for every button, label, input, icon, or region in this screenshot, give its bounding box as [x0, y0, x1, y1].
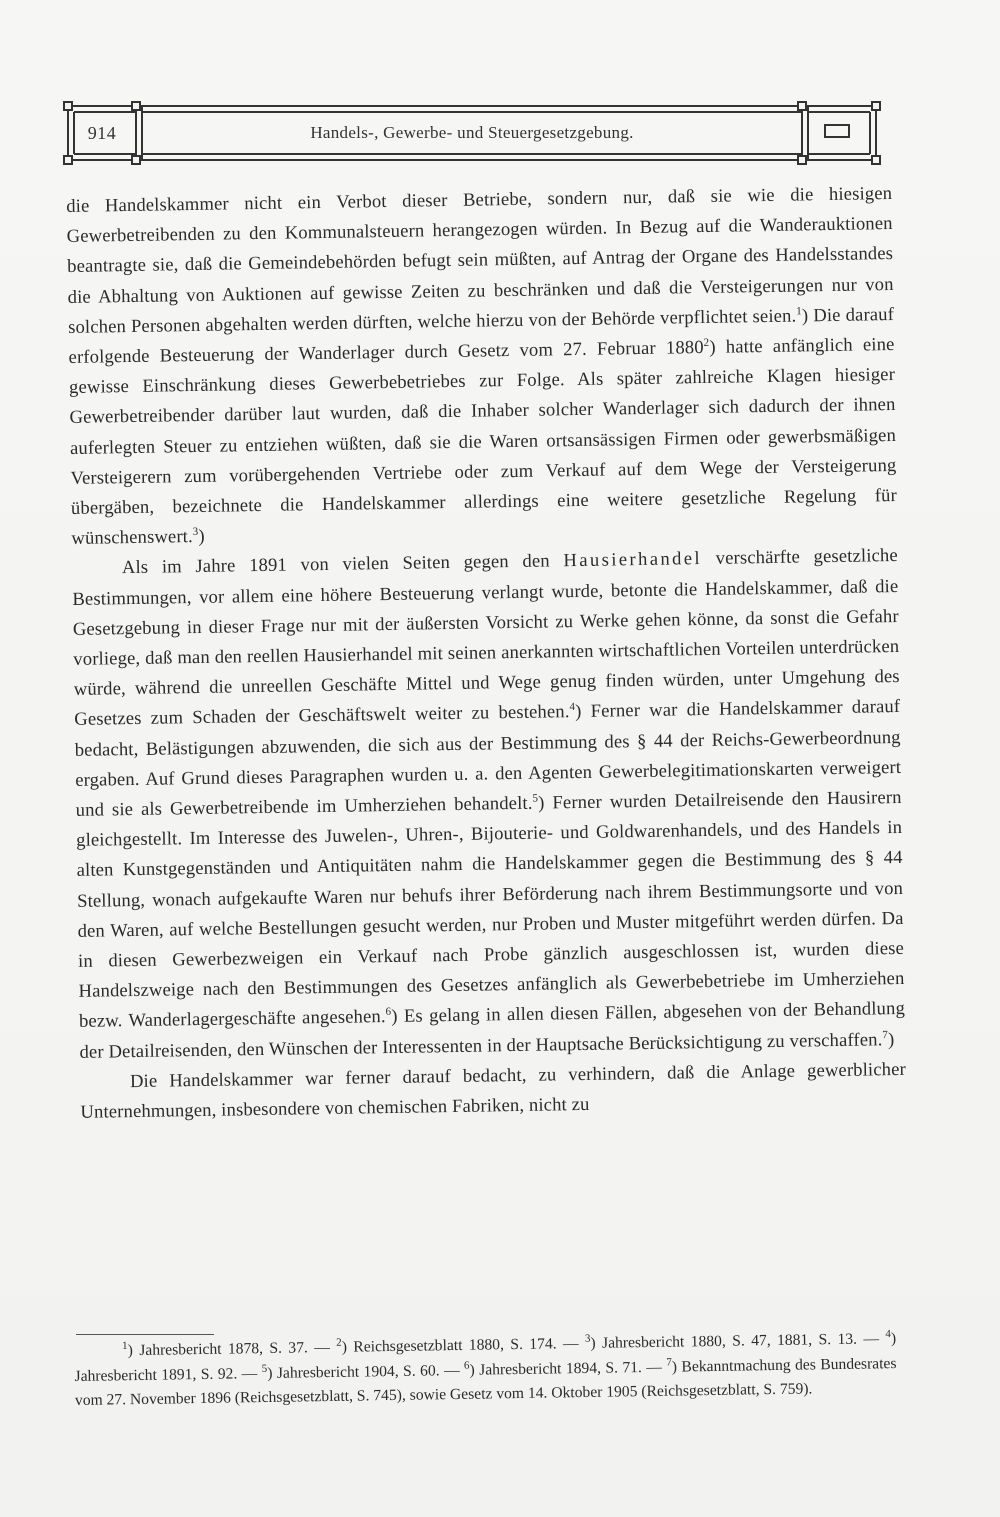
footnote-mark-4: 4: [885, 1327, 891, 1341]
footnote-text: ) Jahresbericht 1891, S. 92. —: [74, 1330, 897, 1385]
footnote-text: ) Jahresbericht 1904, S. 60. —: [267, 1361, 465, 1382]
footnote-ref-2: 2: [703, 336, 710, 349]
footnote-ref-4: 4: [569, 701, 576, 714]
footnote-mark-7: 7: [666, 1355, 672, 1369]
paragraph-1: [66, 179, 898, 554]
footnote-mark-3: 3: [584, 1332, 591, 1345]
text-run: ) Es gelang in allen diesen Fällen, abgesehen von der Behandlung der Detailreisenden, den Wünschen der Interessenten in der Hauptsache Berücksichtigung zu verschaffen.: [79, 998, 906, 1063]
page-number: 914: [87, 123, 117, 143]
footnote-block: [74, 1327, 897, 1413]
footnote-ref-7: 7: [882, 1028, 889, 1041]
footnote-ref-3: 3: [192, 526, 199, 539]
text-run: ): [198, 526, 205, 548]
paragraph-2: [72, 541, 906, 1067]
footnotes: [74, 1327, 897, 1413]
text-run: ): [887, 1028, 895, 1050]
paragraph-3: [80, 1055, 907, 1128]
footnote-mark-2: 2: [336, 1336, 342, 1349]
footnote-text: ) Jahresbericht 1880, S. 47, 1881, S. 13. —: [590, 1330, 886, 1352]
text-run: verschärfte gesetzliche Bestimmungen, vor allem eine höhere Besteuerung verlangt wurde, betonte die Handelskammer, daß die Gesetzgebung in dieser Frage nur mit der äußersten Vorsicht zu Werke gehen könne, da sonst die Gefahr vorliege, daß man den reellen Hausierhandel mit seinen anerkannten wirtschaftlichen Vorteilen unterdrücken würde, während die unreellen Geschäfte Mittel und Wege genug finden würden, unter Umgehung des Gesetzes zum Schaden der Geschäftswelt weiter zu bestehen.: [72, 545, 900, 731]
text-run: Als im Jahre 1891 von vielen Seiten gegen den: [121, 550, 564, 579]
footnote-separator: [76, 1334, 214, 1335]
footnote-ref-1: 1: [796, 305, 802, 318]
text-run: ) Ferner wurden Detailreisende den Hausirern gleichgestellt. Im Interesse des Juwelen-, Uhren-, Bijouterie- und Goldwarenhandels, und des Handels in alten Kunstgegenständen und Antiquitäten nahm die Handelskammer gegen die Bestimmung des § 44 Stellung, wonach aufgekaufte Waren nur behufs ihrer Beförderung nach ihrem Bestimmungsorte und von den Waren, auf welche Bestellungen gesucht werden, nur Proben und Muster mitgeführt werden dürfen. Da in diesen Gewerbezweigen ein Verkauf nach Probe gänzlich ausgeschlossen ist, wurden diese Handelszweige nach den Bestimmungen des Gesetzes anfänglich als Gewerbebetriebe im Umherziehen bezw. Wanderlagergeschäfte angesehen.: [76, 787, 905, 1033]
emphasis-spaced: Hausierhandel: [563, 548, 703, 572]
running-title: Handels-, Gewerbe- und Steuergesetzgebung.: [310, 123, 634, 142]
footnote-mark-5: 5: [261, 1362, 268, 1375]
footnote-text: ) Jahresbericht 1894, S. 71. —: [469, 1358, 667, 1379]
text-run: ) hatte anfänglich eine gewisse Einschränkung dieses Gewerbebetriebes zur Folge. Als später zahlreiche Klagen hiesiger Gewerbetreibender darüber laut wurden, daß die Inhaber solcher Wanderlager sich dadurch der ihnen auferlegten Steuer zu entziehen wüßten, daß sie die Waren ortsansässigen Firmen oder gewerbsmäßigen Versteigerern zum vorübergehenden Vertriebe oder zum Verkauf auf dem Wege der Versteigerung übergäben, bezeichnete die Handelskammer allerdings eine weitere gesetzliche Regelung für wünschenswert.: [68, 334, 898, 550]
page-header: [62, 100, 882, 166]
footnote-ref-6: 6: [385, 1006, 392, 1019]
footnote-ref-5: 5: [532, 792, 539, 805]
text-run: Die Handelskammer war ferner darauf bedacht, zu verhindern, daß die Anlage gewerblicher Unternehmungen, insbesondere von chemischen Fabriken, nicht zu: [80, 1058, 907, 1123]
header-ornament-icon: [824, 124, 850, 138]
text-run: ) Die darauf erfolgende Besteuerung der Wanderlager durch Gesetz vom 27. Februar 1880: [68, 303, 895, 368]
text-run: ) Ferner war die Handelskammer darauf bedacht, Belästigungen abzuwenden, die sich aus der Bestimmung des § 44 der Reichs-Gewerbeordnung ergaben. Auf Grund dieses Paragraphen wurden u. a. den Agenten Gewerbelegitimationskarten verweigert und sie als Gewerbetreibende im Umherziehen behandelt.: [74, 696, 902, 821]
footnote-mark-1: 1: [122, 1339, 128, 1353]
footnote-mark-6: 6: [463, 1359, 470, 1372]
footnote-text: ) Jahresbericht 1878, S. 37. —: [127, 1338, 337, 1360]
body-text: [66, 179, 907, 1128]
text-run: die Handelskammer nicht ein Verbot dieser Betriebe, sondern nur, daß sie wie die hiesigen Gewerbetreibenden zu den Kommunalsteuern herangezogen würden. In Bezug auf die Wanderauktionen beantragte sie, daß die Gemeindebehörden befugt sein müßten, auf Antrag der Organe des Handelsstandes die Abhaltung von Auktionen auf gewisse Zeiten zu beschränken und daß die Versteigerungen nur von solchen Personen abgehalten werden dürften, welche hierzu von der Behörde verpflichtet seien.: [66, 183, 894, 338]
footnote-text: ) Reichsgesetzblatt 1880, S. 174. —: [341, 1334, 586, 1356]
footnote-text: ) Bekanntmachung des Bundesrates vom 27. November 1896 (Reichsgesetzblatt, S. 745), sowie Gesetz vom 14. Oktober 1905 (Reichsgesetzblatt, S. 759).: [74, 1354, 897, 1409]
